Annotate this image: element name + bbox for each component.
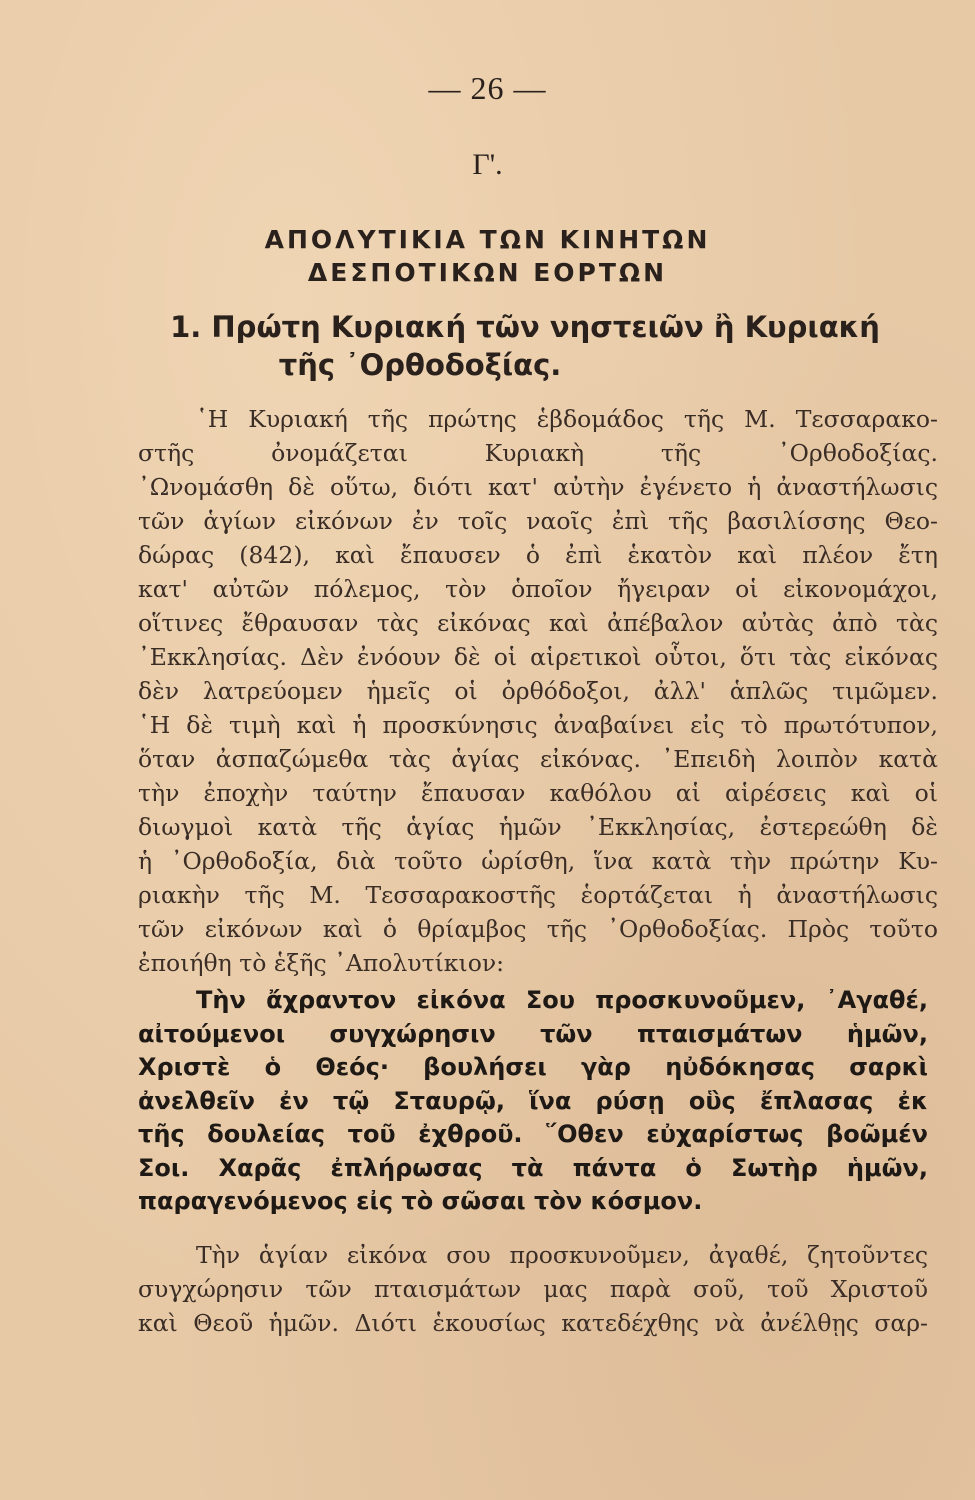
hymn-line: Σοι. Χαρᾶς ἐπλήρωσας τὰ πάντα ὁ Σωτὴρ ἡμῶν,	[138, 1153, 928, 1182]
page-number: — 26 —	[428, 70, 547, 106]
section-title-line-1: 1. Πρώτη Κυριακή τῶν νηστειῶν ἢ Κυριακή	[170, 310, 880, 344]
translation-line: συγχώρησιν τῶν πταισμάτων μας παρὰ σοῦ, τοῦ Χριστοῦ	[138, 1275, 928, 1303]
hymn-line: αἰτούμενοι συγχώρησιν τῶν πταισμάτων ἡμῶν,	[138, 1019, 928, 1048]
body-paragraph	[138, 402, 938, 980]
translation-line: Τὴν ἁγίαν εἰκόνα σου προσκυνοῦμεν, ἀγαθέ, ζητοῦντες	[196, 1241, 928, 1269]
translation-paragraph	[138, 1238, 928, 1340]
body-line: ἡ ᾿Ορθοδοξία, διὰ τοῦτο ὡρίσθη, ἵνα κατὰ τὴν πρώτην Κυ-	[138, 847, 938, 875]
hymn-line: Τὴν ἄχραντον εἰκόνα Σου προσκυνοῦμεν, ᾿Αγαθέ,	[196, 986, 928, 1014]
body-line: ᾿Ωνομάσθη δὲ οὕτω, διότι κατ' αὐτὴν ἐγένετο ἡ ἀναστήλωσις	[138, 473, 938, 501]
hymn-line: Χριστὲ ὁ Θεός· βουλήσει γὰρ ηὐδόκησας σαρκὶ	[138, 1053, 928, 1081]
chapter-heading-line-2: ΔΕΣΠΟΤΙΚΩΝ ΕΟΡΤΩΝ	[307, 258, 668, 287]
section-mark: Γ'.	[472, 148, 503, 181]
body-line: τῶν ἁγίων εἰκόνων ἐν τοῖς ναοῖς ἐπὶ τῆς βασιλίσσης Θεο-	[138, 507, 938, 535]
body-line: ῾Η δὲ τιμὴ καὶ ἡ προσκύνησις ἀναβαίνει εἰς τὸ πρωτότυπον,	[138, 711, 938, 739]
body-line: τὴν ἐποχὴν ταύτην ἔπαυσαν καθόλου αἱ αἱρέσεις καὶ οἱ	[138, 779, 938, 807]
body-line: ῾Η Κυριακή τῆς πρώτης ἑβδομάδος τῆς Μ. Τεσσαρακο-	[196, 405, 938, 433]
section-title-line-2: τῆς ᾿Ορθοδοξίας.	[278, 348, 562, 382]
body-line: ὅταν ἀσπαζώμεθα τὰς ἁγίας εἰκόνας. ᾿Επειδὴ λοιπὸν κατὰ	[138, 745, 938, 773]
body-line: ἐποιήθη τὸ ἑξῆς ᾿Απολυτίκιον:	[138, 949, 505, 977]
hymn-line: ἀνελθεῖν ἐν τῷ Σταυρῷ, ἵνα ρύσῃ οὓς ἔπλασας ἐκ	[138, 1086, 928, 1115]
body-line: οἵτινες ἔθραυσαν τὰς εἰκόνας καὶ ἀπέβαλον αὐτὰς ἀπὸ τὰς	[138, 609, 938, 637]
hymn-line: παραγενόμενος εἰς τὸ σῶσαι τὸν κόσμον.	[138, 1187, 703, 1215]
apolytikion-hymn	[138, 984, 928, 1219]
body-line: στῆς ὀνομάζεται Κυριακὴ τῆς ᾿Ορθοδοξίας.	[138, 439, 938, 467]
body-line: ριακὴν τῆς Μ. Τεσσαρακοστῆς ἑορτάζεται ἡ ἀναστήλωσις	[138, 881, 938, 909]
body-line: τῶν εἰκόνων καὶ ὁ θρίαμβος τῆς ᾿Ορθοδοξίας. Πρὸς τοῦτο	[138, 915, 938, 943]
body-line: κατ' αὐτῶν πόλεμος, τὸν ὁποῖον ἤγειραν οἱ εἰκονομάχοι,	[138, 575, 938, 603]
hymn-line: τῆς δουλείας τοῦ ἐχθροῦ. ῞Οθεν εὐχαρίστως βοῶμέν	[138, 1120, 928, 1148]
body-line: ᾿Εκκλησίας. Δὲν ἐνόουν δὲ οἱ αἱρετικοὶ οὗτοι, ὅτι τὰς εἰκόνας	[138, 643, 938, 671]
body-line: δὲν λατρεύομεν ἡμεῖς οἱ ὀρθόδοξοι, ἀλλ' ἁπλῶς τιμῶμεν.	[138, 677, 938, 705]
chapter-heading-line-1: ΑΠΟΛΥΤΙΚΙΑ ΤΩΝ ΚΙΝΗΤΩΝ	[264, 225, 711, 254]
translation-line: καὶ Θεοῦ ἡμῶν. Διότι ἑκουσίως κατεδέχθης νὰ ἀνέλθῃς σαρ-	[138, 1309, 928, 1337]
body-line: δώρας (842), καὶ ἔπαυσεν ὁ ἐπὶ ἑκατὸν καὶ πλέον ἔτη	[138, 541, 938, 569]
body-line: διωγμοὶ κατὰ τῆς ἁγίας ἡμῶν ᾿Εκκλησίας, ἐστερεώθη δὲ	[138, 813, 938, 841]
